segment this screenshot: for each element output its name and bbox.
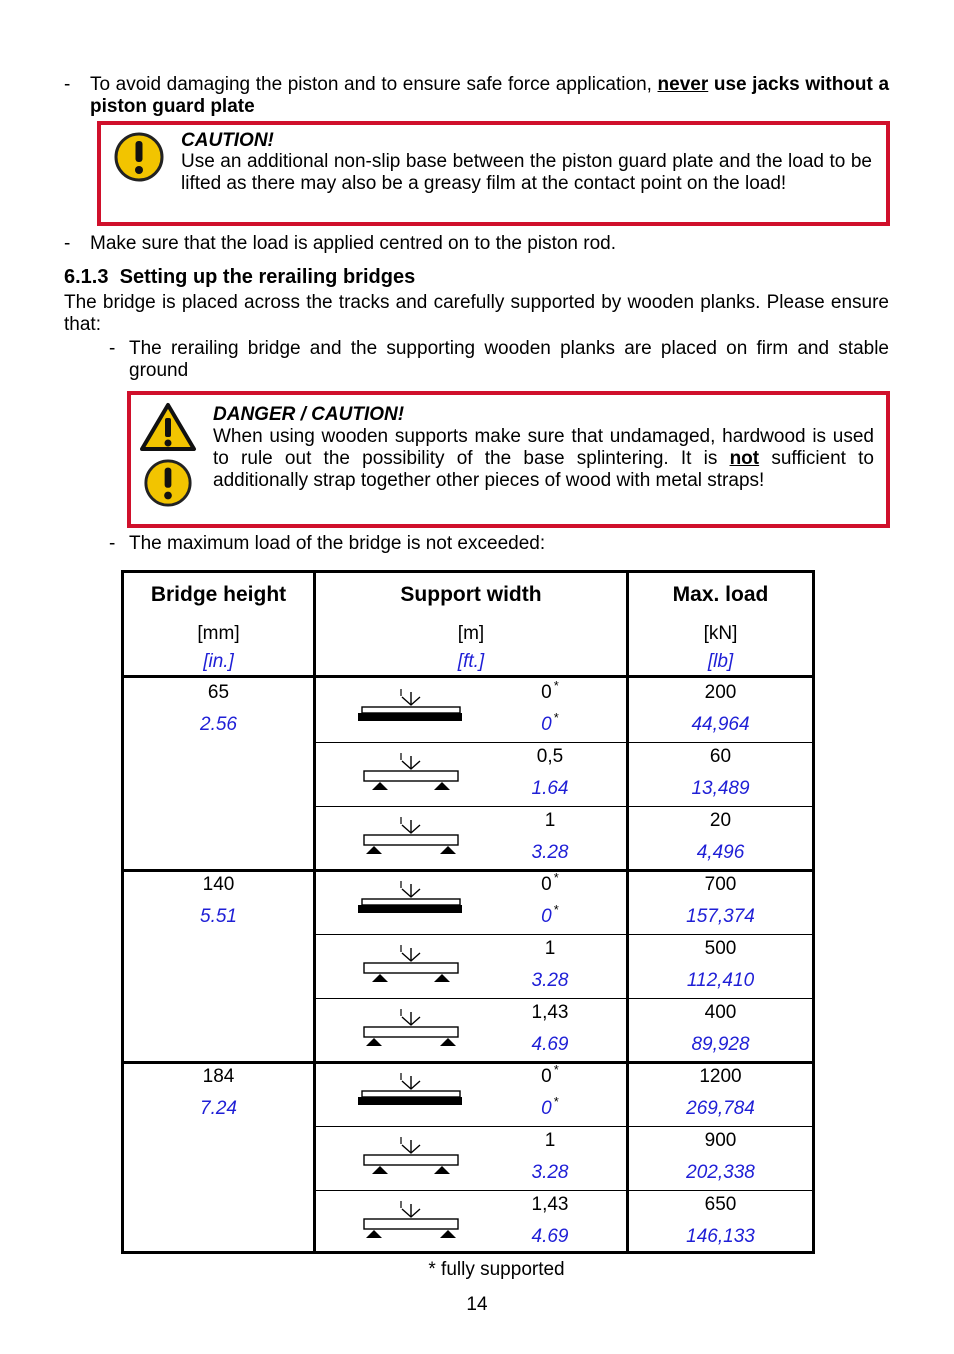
danger-title: DANGER / CAUTION! <box>213 404 405 425</box>
max-load-lb: 146,133 <box>686 1226 755 1247</box>
two-support-bridge-diagram <box>356 1134 466 1178</box>
table-header-title: Bridge height <box>150 583 287 606</box>
max-load-lb: 89,928 <box>691 1034 750 1055</box>
support-width-m: 1 <box>544 938 556 959</box>
max-load-kn: 650 <box>704 1194 737 1215</box>
table-row <box>124 1126 812 1190</box>
warning-circle-icon <box>143 458 193 508</box>
max-load-lb: 157,374 <box>686 906 755 927</box>
table-row <box>124 1190 812 1254</box>
two-support-bridge-diagram <box>356 1006 466 1050</box>
fully-supported-bridge-diagram <box>356 1070 466 1114</box>
support-width-m: 1,43 <box>531 1002 569 1023</box>
support-width-m: 0 * <box>541 678 559 703</box>
bullet-dash: - <box>109 533 116 554</box>
bullet-max-load: The maximum load of the bridge is not exceeded: <box>129 533 546 554</box>
support-width-ft: 0 * <box>541 902 559 927</box>
bridge-height-mm: 184 <box>202 1066 235 1087</box>
section-paragraph: The bridge is placed across the tracks and carefully supported by wooden planks. Please ensure that: <box>64 292 889 335</box>
max-load-kn: 20 <box>709 810 732 831</box>
support-width-m: 0,5 <box>536 746 564 767</box>
footnote-marker: * <box>553 1062 559 1077</box>
max-load-lb: 4,496 <box>696 842 745 863</box>
table-header-unit-imperial: [in.] <box>203 651 234 672</box>
table-row <box>124 1062 812 1126</box>
section-heading: 6.1.3 Setting up the rerailing bridges <box>64 266 416 288</box>
support-width-ft: 1.64 <box>531 778 569 799</box>
bullet-load-centred: Make sure that the load is applied centred on to the piston rod. <box>90 233 616 254</box>
table-header-unit: [mm] <box>197 623 240 644</box>
support-width-ft: 3.28 <box>531 842 569 863</box>
table-footnote: * fully supported <box>428 1259 565 1280</box>
support-width-ft: 4.69 <box>531 1226 569 1247</box>
table-row <box>124 742 812 806</box>
table-header-unit: [kN] <box>703 623 738 644</box>
table-header-unit: [m] <box>457 623 485 644</box>
table-header-title: Support width <box>400 583 542 606</box>
caution-title: CAUTION! <box>181 130 274 151</box>
bridge-height-mm: 65 <box>207 682 230 703</box>
support-width-ft: 4.69 <box>531 1034 569 1055</box>
support-width-ft: 3.28 <box>531 970 569 991</box>
caution-text: Use an additional non-slip base between the piston guard plate and the load to be lifted as there may also be a greasy film at the contact point on the load! <box>181 151 872 194</box>
support-width-m: 0 * <box>541 870 559 895</box>
two-support-bridge-diagram <box>356 942 466 986</box>
bridge-height-in: 7.24 <box>200 1098 237 1119</box>
table-row <box>124 806 812 870</box>
bullet-dash: - <box>64 74 71 95</box>
max-load-kn: 400 <box>704 1002 737 1023</box>
footnote-marker: * <box>553 1094 559 1109</box>
max-load-kn: 1200 <box>699 1066 742 1087</box>
footnote-marker: * <box>553 902 559 917</box>
max-load-kn: 200 <box>704 682 737 703</box>
max-load-lb: 44,964 <box>691 714 750 735</box>
two-support-bridge-diagram <box>356 1198 466 1242</box>
warning-circle-icon <box>113 131 165 183</box>
footnote-marker: * <box>553 870 559 885</box>
support-width-m: 1 <box>544 810 556 831</box>
two-support-bridge-diagram <box>356 814 466 858</box>
bridge-height-mm: 140 <box>202 874 235 895</box>
footnote-marker: * <box>553 678 559 693</box>
max-load-kn: 900 <box>704 1130 737 1151</box>
table-row <box>124 998 812 1062</box>
load-table <box>121 570 815 1254</box>
max-load-lb: 13,489 <box>691 778 750 799</box>
max-load-kn: 500 <box>704 938 737 959</box>
table-row <box>124 870 812 934</box>
bullet-dash: - <box>64 233 71 254</box>
page-number: 14 <box>466 1294 488 1315</box>
support-width-ft: 3.28 <box>531 1162 569 1183</box>
table-row <box>124 678 812 742</box>
support-width-m: 1 <box>544 1130 556 1151</box>
danger-text: When using wooden supports make sure that undamaged, hardwood is used to rule out the possibility of the base splintering. It is not sufficient to additionally strap together other pieces of wood with metal straps! <box>213 426 874 491</box>
bullet-dash: - <box>109 338 116 359</box>
table-header-title: Max. load <box>672 583 769 606</box>
table-header-unit-imperial: [ft.] <box>457 651 485 672</box>
footnote-marker: * <box>553 710 559 725</box>
bullet-firm-ground: The rerailing bridge and the supporting wooden planks are placed on firm and stable ground <box>129 338 889 381</box>
warning-triangle-icon <box>139 401 197 453</box>
two-support-bridge-diagram <box>356 750 466 794</box>
table-header-unit-imperial: [lb] <box>707 651 734 672</box>
bridge-height-in: 5.51 <box>200 906 237 927</box>
support-width-m: 0 * <box>541 1062 559 1087</box>
fully-supported-bridge-diagram <box>356 878 466 922</box>
max-load-lb: 269,784 <box>686 1098 755 1119</box>
max-load-kn: 60 <box>709 746 732 767</box>
support-width-ft: 0 * <box>541 710 559 735</box>
max-load-lb: 112,410 <box>686 970 755 991</box>
bullet-jack-guard: To avoid damaging the piston and to ensure safe force application, never use jacks without a piston guard plate <box>90 74 890 117</box>
table-row <box>124 934 812 998</box>
support-width-ft: 0 * <box>541 1094 559 1119</box>
bridge-height-in: 2.56 <box>200 714 237 735</box>
fully-supported-bridge-diagram <box>356 686 466 730</box>
max-load-kn: 700 <box>704 874 737 895</box>
support-width-m: 1,43 <box>531 1194 569 1215</box>
max-load-lb: 202,338 <box>686 1162 755 1183</box>
